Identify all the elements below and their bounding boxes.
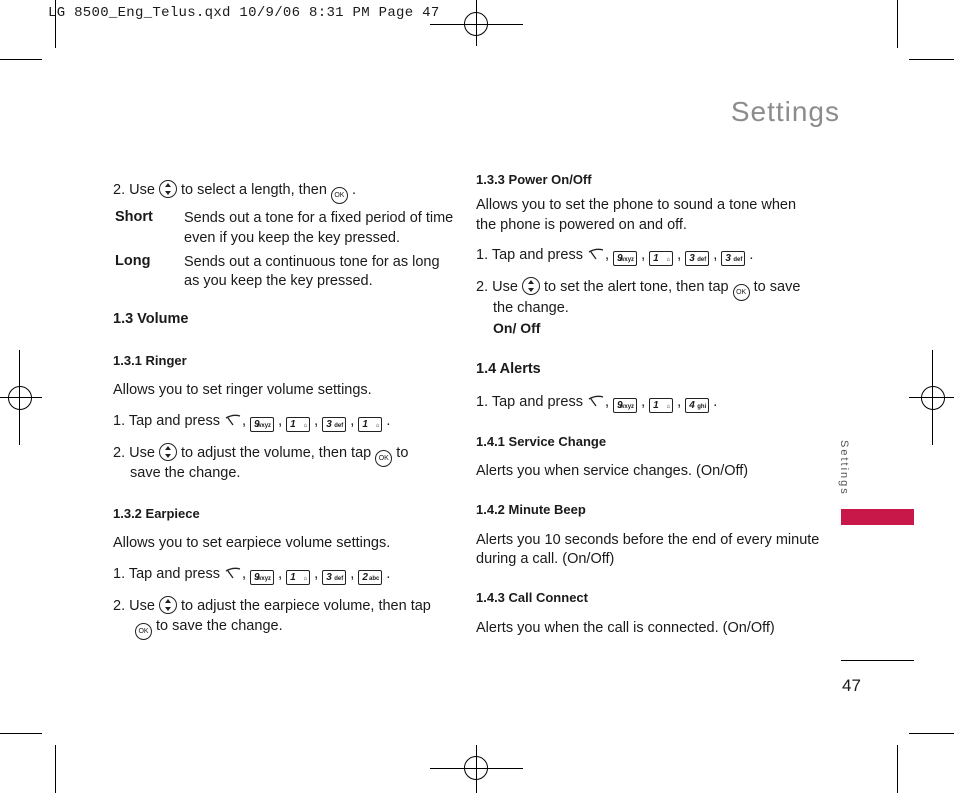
power-step-2: 2. Use to set the alert tone, then tap OK to save <box>476 277 800 301</box>
key-1-icon: 1 ⌂ <box>286 417 310 432</box>
page-title: Settings <box>730 96 840 127</box>
earpiece-step-1: 1. Tap and press , 9 wxyz , 1 ⌂ , 3 def , 2 abc . <box>113 566 391 583</box>
key-3-icon: 3 def <box>721 251 745 266</box>
ok-key-icon: OK <box>733 284 750 301</box>
ok-key-icon: OK <box>331 187 348 204</box>
key-9-icon: 9 wxyz <box>613 251 637 266</box>
subsection-heading-service: 1.4.1 Service Change <box>476 434 607 449</box>
menu-key-icon <box>224 566 242 580</box>
power-desc-2: the phone is powered on and off. <box>476 217 687 233</box>
nav-key-icon <box>522 277 540 295</box>
subsection-heading-call: 1.4.3 Call Connect <box>476 590 588 605</box>
alerts-step-1: 1. Tap and press , 9 wxyz , 1 ⌂ , 4 ghi . <box>476 394 718 411</box>
footer-rule <box>841 660 914 661</box>
earpiece-step-2-cont: OK to save the change. <box>135 616 283 640</box>
section-tab-bar <box>841 509 914 525</box>
key-2-icon: 2 abc <box>358 570 382 585</box>
ok-key-icon: OK <box>135 623 152 640</box>
section-heading-volume: 1.3 Volume <box>113 311 189 327</box>
page-number: 47 <box>842 676 861 695</box>
long-desc-1: Sends out a continuous tone for as long <box>184 254 440 270</box>
menu-key-icon <box>587 247 605 261</box>
crop-mark <box>909 59 954 60</box>
minute-desc-1: Alerts you 10 seconds before the end of every minute <box>476 532 820 548</box>
short-desc-2: even if you keep the key pressed. <box>184 230 401 246</box>
power-step-2-cont: the change. <box>493 300 569 316</box>
key-4-icon: 4 ghi <box>685 398 709 413</box>
key-9-icon: 9 wxyz <box>250 417 274 432</box>
step-2-length: 2. Use to select a length, then OK . <box>113 180 356 204</box>
key-1-icon: 1 ⌂ <box>358 417 382 432</box>
key-1-icon: 1 ⌂ <box>286 570 310 585</box>
registration-mark <box>921 386 945 410</box>
long-keyword: Long <box>115 253 151 269</box>
key-9-icon: 9 wxyz <box>250 570 274 585</box>
crop-mark <box>0 59 42 60</box>
subsection-heading-power: 1.3.3 Power On/Off <box>476 172 592 187</box>
menu-key-icon <box>224 413 242 427</box>
power-step-1: 1. Tap and press , 9 wxyz , 1 ⌂ , 3 def , 3 def . <box>476 247 754 264</box>
key-9-icon: 9 wxyz <box>613 398 637 413</box>
subsection-heading-ringer: 1.3.1 Ringer <box>113 353 187 368</box>
key-1-icon: 1 ⌂ <box>649 398 673 413</box>
crop-mark <box>897 0 898 48</box>
key-3-icon: 3 def <box>322 417 346 432</box>
registration-mark <box>464 756 488 780</box>
key-3-icon: 3 def <box>322 570 346 585</box>
short-keyword: Short <box>115 209 153 225</box>
crop-mark <box>897 745 898 793</box>
registration-mark <box>464 12 488 36</box>
nav-key-icon <box>159 596 177 614</box>
nav-key-icon <box>159 180 177 198</box>
side-section-label: Settings <box>838 440 850 496</box>
print-slug: LG 8500_Eng_Telus.qxd 10/9/06 8:31 PM Page 47 <box>48 5 440 21</box>
ringer-step-2: 2. Use to adjust the volume, then tap OK to <box>113 443 408 467</box>
crop-mark <box>909 733 954 734</box>
ok-key-icon: OK <box>375 450 392 467</box>
nav-key-icon <box>159 443 177 461</box>
service-desc: Alerts you when service changes. (On/Off) <box>476 463 749 479</box>
power-desc-1: Allows you to set the phone to sound a tone when <box>476 197 797 213</box>
crop-mark <box>0 733 42 734</box>
section-heading-alerts: 1.4 Alerts <box>476 361 541 377</box>
ringer-step-1: 1. Tap and press , 9 wxyz , 1 ⌂ , 3 def , 1 ⌂ . <box>113 413 391 430</box>
power-options: On/ Off <box>493 320 541 336</box>
menu-key-icon <box>587 394 605 408</box>
earpiece-desc: Allows you to set earpiece volume settings. <box>113 535 391 551</box>
ringer-step-2-cont: save the change. <box>130 465 241 481</box>
key-3-icon: 3 def <box>685 251 709 266</box>
earpiece-step-2: 2. Use to adjust the earpiece volume, then tap <box>113 598 431 614</box>
key-1-icon: 1 ⌂ <box>649 251 673 266</box>
ringer-desc: Allows you to set ringer volume settings. <box>113 382 372 398</box>
subsection-heading-minute: 1.4.2 Minute Beep <box>476 502 586 517</box>
call-desc: Alerts you when the call is connected. (On/Off) <box>476 620 775 636</box>
short-desc-1: Sends out a tone for a fixed period of time <box>184 210 454 226</box>
registration-mark <box>8 386 32 410</box>
minute-desc-2: during a call. (On/Off) <box>476 551 615 567</box>
crop-mark <box>55 745 56 793</box>
subsection-heading-earpiece: 1.3.2 Earpiece <box>113 506 200 521</box>
long-desc-2: as you keep the key pressed. <box>184 273 373 289</box>
